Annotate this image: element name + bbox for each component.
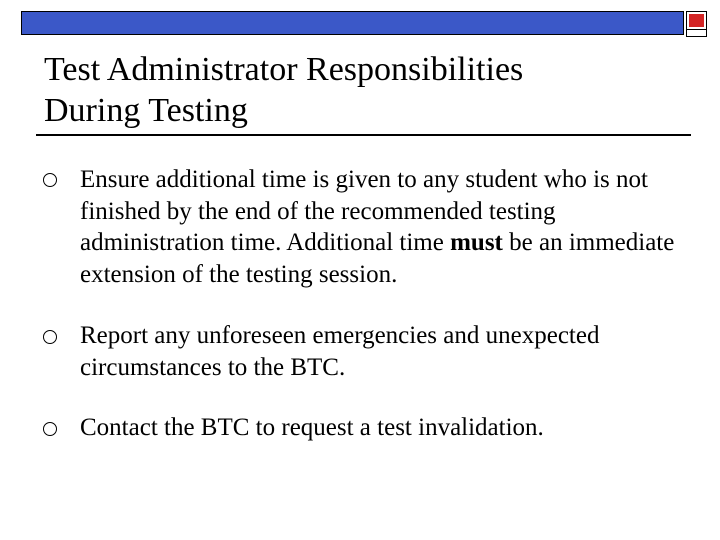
corner-decoration xyxy=(686,11,707,37)
corner-red-square xyxy=(689,14,704,27)
corner-divider xyxy=(687,29,706,30)
bullet-1-text-start: Ensure additional time is given to any student who is not finished by the end of the recommended testing administration time. Additional time xyxy=(80,166,648,256)
hollow-circle-bullet-icon xyxy=(43,173,57,187)
header-bar xyxy=(21,11,684,35)
bullet-text-2: Report any unforeseen emergencies and unexpected circumstances to the BTC. xyxy=(80,322,600,381)
bullet-text-3: Contact the BTC to request a test invalidation. xyxy=(80,414,544,441)
hollow-circle-bullet-icon xyxy=(43,422,57,436)
bullet-1-text-end: be an immediate extension of the testing session. xyxy=(80,229,675,288)
hollow-circle-bullet-icon xyxy=(43,330,57,344)
bullet-1-emphasis: must xyxy=(450,229,503,256)
title-underline xyxy=(36,134,691,136)
slide-title xyxy=(44,49,684,131)
bullet-text-1 xyxy=(80,164,690,290)
slide-title-line-1: Test Administrator Responsibilities xyxy=(44,51,524,88)
slide-title-line-2: During Testing xyxy=(44,92,248,129)
